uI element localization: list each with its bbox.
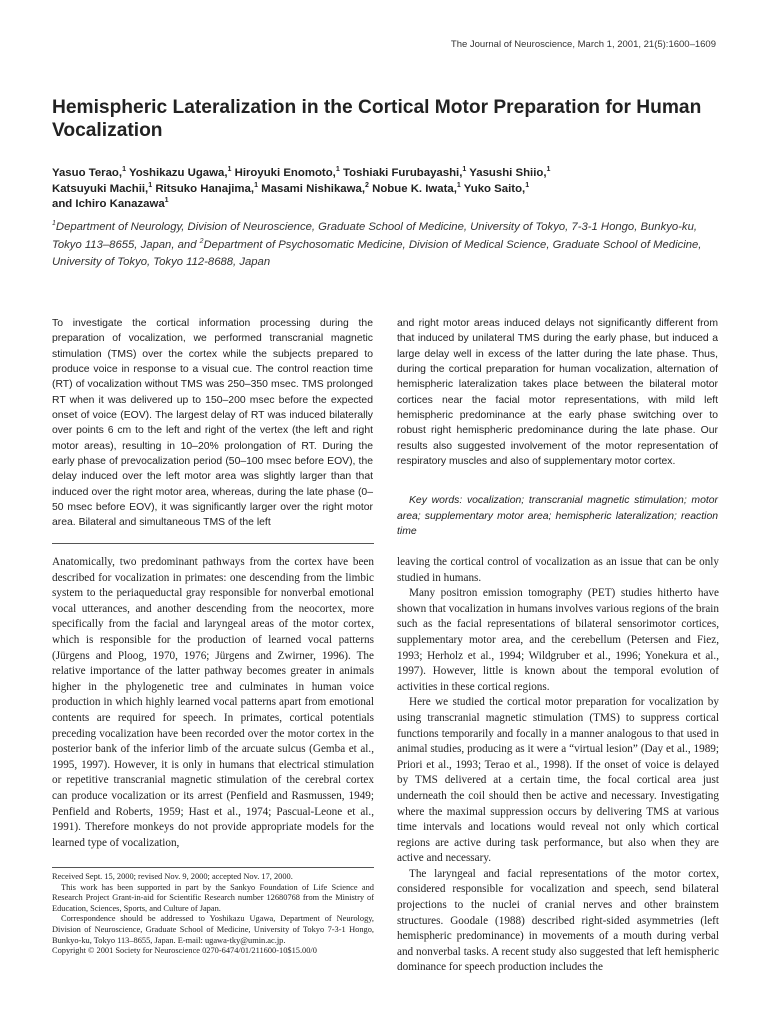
author-name: Hiroyuki Enomoto, [234, 167, 336, 179]
abstract-text-right: and right motor areas induced delays not significantly different from that induced by unilateral TMS during the early phase, but induced a large delay well in excess of the latter during the late phase. Thus, during the cortical preparation for human vocalization, alternation of hemispheric lateralization takes place between the bilateral motor cortices near the facial motor representations, with mild left hemispheric predominance at the early phase switching over to robust right hemispheric predominance during the late phase. Our results also suggested involvement of the motor representation of respiratory muscles and also of supplementary motor cortex. [397, 318, 718, 467]
author-affiliation-mark: 1 [525, 181, 530, 189]
keywords-label: Key words: [409, 495, 463, 507]
author-affiliation-mark: 1 [546, 166, 551, 174]
author-name: and Ichiro Kanazawa [52, 198, 165, 210]
author-name: Katsuyuki Machii, [52, 182, 149, 195]
author-affiliation-mark: 1 [254, 181, 258, 189]
author-name: Yasushi Shiio, [469, 167, 547, 179]
footnotes [52, 872, 374, 957]
footnote-correspondence: Correspondence should be addressed to Yoshikazu Ugawa, Department of Neurology, Division of Neuroscience, Graduate School of Medicine, University of Tokyo 7-3-1 Hongo, Bunkyo-ku, Tokyo 113–8655, Japan. E-mail: ugawa-tky@umin.ac.jp. [52, 914, 374, 945]
body-column-right [397, 555, 719, 976]
abstract-divider [52, 543, 374, 544]
affiliation [52, 219, 722, 272]
author-name: Nobue K. Iwata, [372, 182, 457, 195]
keywords [397, 493, 718, 539]
body-paragraph: Here we studied the cortical motor preparation for vocalization by using transcranial magnetic stimulation (TMS) to suppress cortical functions temporarily and focally in a manner analogous to that used in animal studies, producing as it were a “virtual lesion” (Day et al., 1989; Priori et al., 1993; Terao et al., 1998). If the onset of voice is delayed by TMS delivered at a certain time, the focal cortical area just underneath the coil should then be active and necessary. Investigating where the maximal suppression occurs by delivering TMS at various time intervals and locations would reveal not only which cortical regions are active during task performance, but also when they are active and necessary. [397, 696, 719, 865]
footnote-copyright: Copyright © 2001 Society for Neuroscience 0270-6474/01/211600-10$15.00/0 [52, 946, 317, 956]
affiliation-mark-2: 2 [199, 237, 204, 245]
body-paragraph: Anatomically, two predominant pathways from the cortex have been described for vocalization in primates: one descending from the limbic system to the periaqueductal gray responsible for nonverbal emotional vocal utterances, and another descending from the neocortex, more specifically from the facial and laryngeal areas of the motor cortex, which is responsible for the production of learned vocal patterns (Jürgens and Ploog, 1970, 1976; Jürgens and Zwirner, 1996). The relative importance of the latter pathway becomes greater in animals higher in the phylogenetic tree and culminates in human voice production in which highly learned vocal patterns apart from emotional contents are required for speech. In primates, cortical potentials preceding vocalization have been recorded over the motor cortex in the posterior bank of the inferior limb of the arcuate sulcus (Gemba et al., 1995, 1997). However, it is only in humans that electrical stimulation or repetitive transcranial magnetic stimulation of the cerebral cortex can produce vocalization or its arrest (Penfield and Rasmussen, 1949; Penfield and Roberts, 1959; Hast et al., 1974; Pascual-Leone et al., 1991). Therefore monkeys do not provide appropriate models for the learned type of vocalization, [52, 556, 374, 849]
abstract-text-left: To investigate the cortical information processing during the preparation of vocalization, we performed transcranial magnetic stimulation (TMS) over the cortex while the subjects prepared to produce voice in response to a visual cue. The control reaction time (RT) of vocalization without TMS was 250–350 msec. TMS prolonged RT when it was delivered up to 150–200 msec before the expected onset of voice (EOV). The largest delay of RT was induced bilaterally over points 6 cm to the left and right of the vertex (the left and right motor areas), resulting in 10–20% prolongation of RT. During the early phase of prevocalization period (50–100 msec before EOV), the delay induced over the left motor area was slightly larger than that induced over the right motor area, whereas, during the late phase (0–50 msec before EOV), it was significantly larger over the right motor area. Bilateral and simultaneous TMS of the left [52, 318, 373, 529]
body-column-left [52, 555, 374, 851]
author-name: Toshiaki Furubayashi, [342, 167, 463, 179]
author-name: Masami Nishikawa, [261, 182, 365, 195]
author-name: Yuko Saito, [463, 182, 526, 195]
body-paragraph: leaving the cortical control of vocalization as an issue that can be only studied in humans. [397, 556, 719, 584]
author-affiliation-mark: 1 [148, 181, 153, 189]
author-affiliation-mark: 1 [456, 181, 461, 189]
abstract-column-left [52, 316, 373, 531]
article-title: Hemispheric Lateralization in the Cortical Motor Preparation for Human Vocalization [52, 97, 702, 141]
author-list [52, 166, 722, 213]
author-affiliation-mark: 1 [122, 166, 126, 174]
author-name: Ritsuko Hanajima, [155, 182, 255, 195]
abstract-column-right [397, 316, 718, 539]
author-affiliation-mark: 1 [335, 166, 340, 174]
footnote-divider [52, 867, 374, 868]
author-name: Yasuo Terao, [52, 167, 123, 179]
author-name: Yoshikazu Ugawa, [128, 167, 228, 179]
author-affiliation-mark: 2 [365, 181, 369, 189]
body-paragraph: The laryngeal and facial representations of the motor cortex, considered responsible for vocalization and speech, send bilateral projections to the nuclei of cranial nerves and other brainstem structures. Goodale (1988) described right-sided asymmetries (left hemispheric predominance) in movements of a mouth during verbal and nonverbal tasks. A recent study also suggested that left hemispheric dominance for speech production includes the [397, 867, 719, 974]
author-affiliation-mark: 1 [164, 197, 169, 205]
keywords-text: vocalization; transcranial magnetic stimulation; motor area; supplementary motor area; hemispheric lateralization; reaction time [397, 495, 718, 537]
author-affiliation-mark: 1 [227, 166, 232, 174]
footnote-received: Received Sept. 15, 2000; revised Nov. 9, 2000; accepted Nov. 17, 2000. [52, 872, 293, 881]
journal-citation-header: The Journal of Neuroscience, March 1, 2001, 21(5):1600–1609 [450, 39, 716, 50]
footnote-support: This work has been supported in part by the Sankyo Foundation of Life Science and Research Project Grant-in-aid for Scientific Research number 12680768 from the Ministry of Education, Sciences, Sports, and Culture of Japan. [52, 882, 374, 913]
affiliation-mark-1: 1 [52, 220, 56, 228]
author-affiliation-mark: 1 [462, 166, 467, 174]
body-paragraph: Many positron emission tomography (PET) studies hitherto have shown that vocalization in humans involves various regions of the brain such as the facial representations of bilateral sensorimotor cortices, supplementary motor area, and the cerebellum (Petersen and Fiez, 1993; Herholz et al., 1994; Wildgruber et al., 1996; Yonekura et al., 1997). However, little is known about the temporal evolution of activities in these cortical regions. [397, 587, 719, 693]
affiliation-part-1: Department of Neurology, Division of Neuroscience, Graduate School of Medicine, University of Tokyo, 7-3-1 Hongo, Bunkyo-ku, Tokyo 113–8655, Japan, and [52, 221, 698, 251]
affiliation-part-2: Department of Psychosomatic Medicine, Division of Medical Science, Graduate School of Medicine, University of Tokyo, Tokyo 112-8688, Japan [52, 238, 702, 268]
